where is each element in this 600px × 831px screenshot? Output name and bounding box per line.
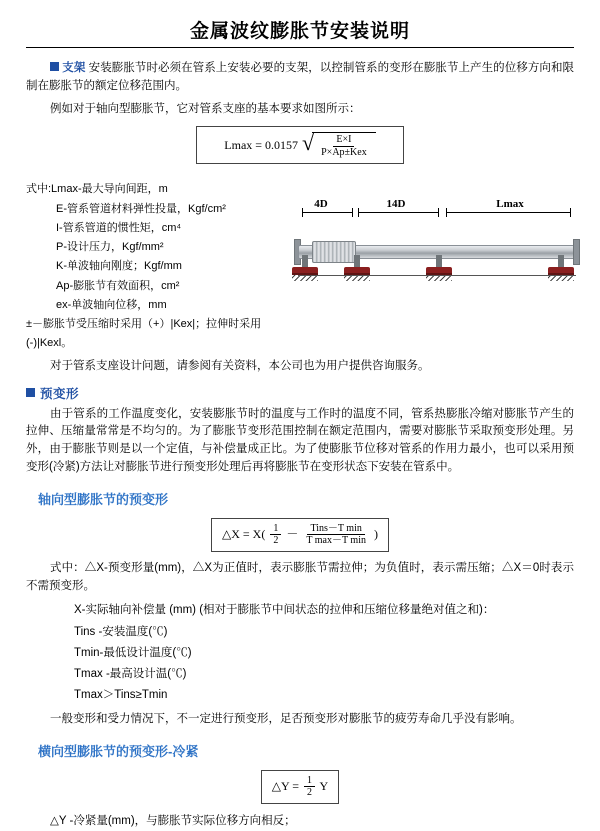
- formula-lhs: △Y =: [271, 778, 299, 793]
- legend-item: 式中:Lmax-最大导向间距，m: [26, 183, 168, 196]
- predeform-term: Tmin-最低设计温度(℃): [74, 646, 192, 659]
- support-anchor-4: [548, 255, 574, 277]
- support-intro-paragraph: [26, 60, 574, 96]
- predeform-term: Tmax -最高设计温(℃): [74, 668, 187, 681]
- support-heading: 支架: [62, 62, 86, 74]
- diagram-dimension-labels: [290, 192, 580, 211]
- lateral-predeform-heading: 横向型膨胀节的预变形-冷紧: [38, 743, 199, 759]
- half-fraction: [270, 523, 281, 547]
- lmax-fraction: [318, 134, 370, 158]
- blue-square-bullet-icon: [50, 62, 59, 71]
- diagram-label-4d: 4D: [314, 198, 328, 211]
- document-page: [0, 16, 600, 827]
- legend-and-diagram: [26, 170, 574, 353]
- half-numerator: 1: [304, 775, 315, 788]
- half-fraction: [304, 775, 315, 799]
- support-anchor-2: [344, 255, 370, 277]
- legend-list: [26, 180, 278, 353]
- support-paragraph-2: 例如对于轴向型膨胀节，它对管系支座的基本要求如图所示：: [50, 102, 361, 115]
- lmax-fraction-denominator: P×Ap±Kex: [321, 146, 367, 158]
- legend-item: K-单波轴向刚度；Kgf/mm: [56, 260, 182, 273]
- predeform-paragraph-1: 由于管系的工作温度变化，安装膨胀节时的温度与工作时的温度不同，管系热膨胀冷缩对膨胀节产生的拉伸、压缩量常常是不均匀的。为了膨胀节变形范围控制在额定范围内，需要对膨胀节采取预变形处理。另外，由于膨胀节则是以一个定值，与补偿量成正比。为了使膨胀节位移对管系的作用力最小，也可以采用预变形(冷紧)方法让对膨胀节进行预变形处理后再将膨胀节在变形状态下安装在管系中。: [26, 407, 574, 473]
- formula-minus-sign: －: [286, 526, 299, 541]
- title-divider: [26, 47, 574, 48]
- temperature-fraction: [303, 523, 369, 547]
- support-paragraph-1: 安装膨胀节时必须在管系上安装必要的支架，以控制管系的变形在膨胀节上产生的位移方向和限制在膨胀节的额定位移范围内。: [26, 62, 575, 92]
- legend-item: P-设计压力，Kgf/mm²: [56, 241, 164, 254]
- temperature-numerator: Tins－T min: [307, 523, 364, 536]
- pipe-illustration: [290, 219, 580, 291]
- support-anchor-1: [292, 255, 318, 277]
- predeform-term: Tins -安装温度(℃): [74, 625, 168, 638]
- axial-predeform-formula-wrap: [26, 518, 574, 552]
- predeform-heading-label: 预变形: [40, 386, 80, 401]
- half-denominator: 2: [273, 535, 279, 547]
- diagram-label-lmax: Lmax: [496, 198, 524, 211]
- axial-predeform-heading: 轴向型膨胀节的预变形: [38, 491, 169, 507]
- formula-rhs: Y: [319, 778, 329, 793]
- support-note: 对于管系支座设计问题，请参阅有关资料，本公司也为用户提供咨询服务。: [50, 359, 430, 372]
- half-numerator: 1: [270, 523, 281, 536]
- lateral-predeform-formula: [261, 770, 339, 804]
- axial-predeform-note: 一般变形和受力情况下，不一定进行预变形，足否预变形对膨胀节的疲劳寿命几乎没有影响。: [50, 712, 522, 725]
- pipe-end-right: [573, 239, 580, 265]
- axial-predeform-explain: 式中：△X-预变形量(mm)，△X为正值时，表示膨胀节需拉伸；为负值时，表示需压缩；△X＝0时表示不需预变形。: [26, 561, 574, 592]
- formula-lhs: △X = X(: [222, 526, 266, 541]
- legend-item: I-管系管道的惯性矩，cm⁴: [56, 221, 182, 234]
- support-anchor-3: [426, 255, 452, 277]
- page-title: 金属波纹膨胀节安装说明: [189, 21, 410, 42]
- sqrt-inner: [312, 132, 376, 158]
- ground-line: [298, 275, 576, 276]
- blue-square-bullet-icon: [26, 388, 35, 397]
- legend-item: ex-单波轴向位移，mm: [56, 298, 167, 311]
- lateral-predeform-note: △Y -冷紧量(mm)，与膨胀节实际位移方向相反；: [50, 814, 296, 827]
- half-denominator: 2: [306, 787, 312, 799]
- formula-rhs: ): [373, 526, 378, 541]
- pipe-diagram-container: [288, 170, 580, 302]
- sqrt-group: [302, 132, 376, 158]
- lateral-predeform-formula-wrap: [26, 770, 574, 804]
- diagram-label-14d: 14D: [386, 198, 406, 211]
- lmax-fraction-numerator: E×I: [333, 134, 354, 147]
- legend-item: Ap-膨胀节有效面积，cm²: [56, 279, 180, 292]
- radical-icon: √: [302, 130, 315, 156]
- legend-item: E-管系管道材料弹性投量，Kgf/cm²: [56, 202, 226, 215]
- predeform-term: X-实际轴向补偿量 (mm) (相对于膨胀节中间状态的拉伸和压缩位移量绝对值之和)：: [74, 604, 495, 617]
- lmax-formula-lhs: Lmax = 0.0157: [224, 137, 299, 152]
- diagram-dimension-lines: [290, 208, 580, 217]
- predeform-section-heading: [26, 384, 574, 402]
- predeform-term: Tmax＞Tins≥Tmin: [74, 689, 168, 702]
- pipe-support-diagram: [290, 192, 580, 302]
- lmax-formula: [196, 126, 404, 164]
- legend-item: ±－膨胀节受压缩时采用（+）|Kex|；拉伸时采用(-)|Kexl。: [26, 318, 262, 350]
- axial-predeform-formula: [211, 518, 389, 552]
- temperature-denominator: T max－T min: [306, 535, 366, 547]
